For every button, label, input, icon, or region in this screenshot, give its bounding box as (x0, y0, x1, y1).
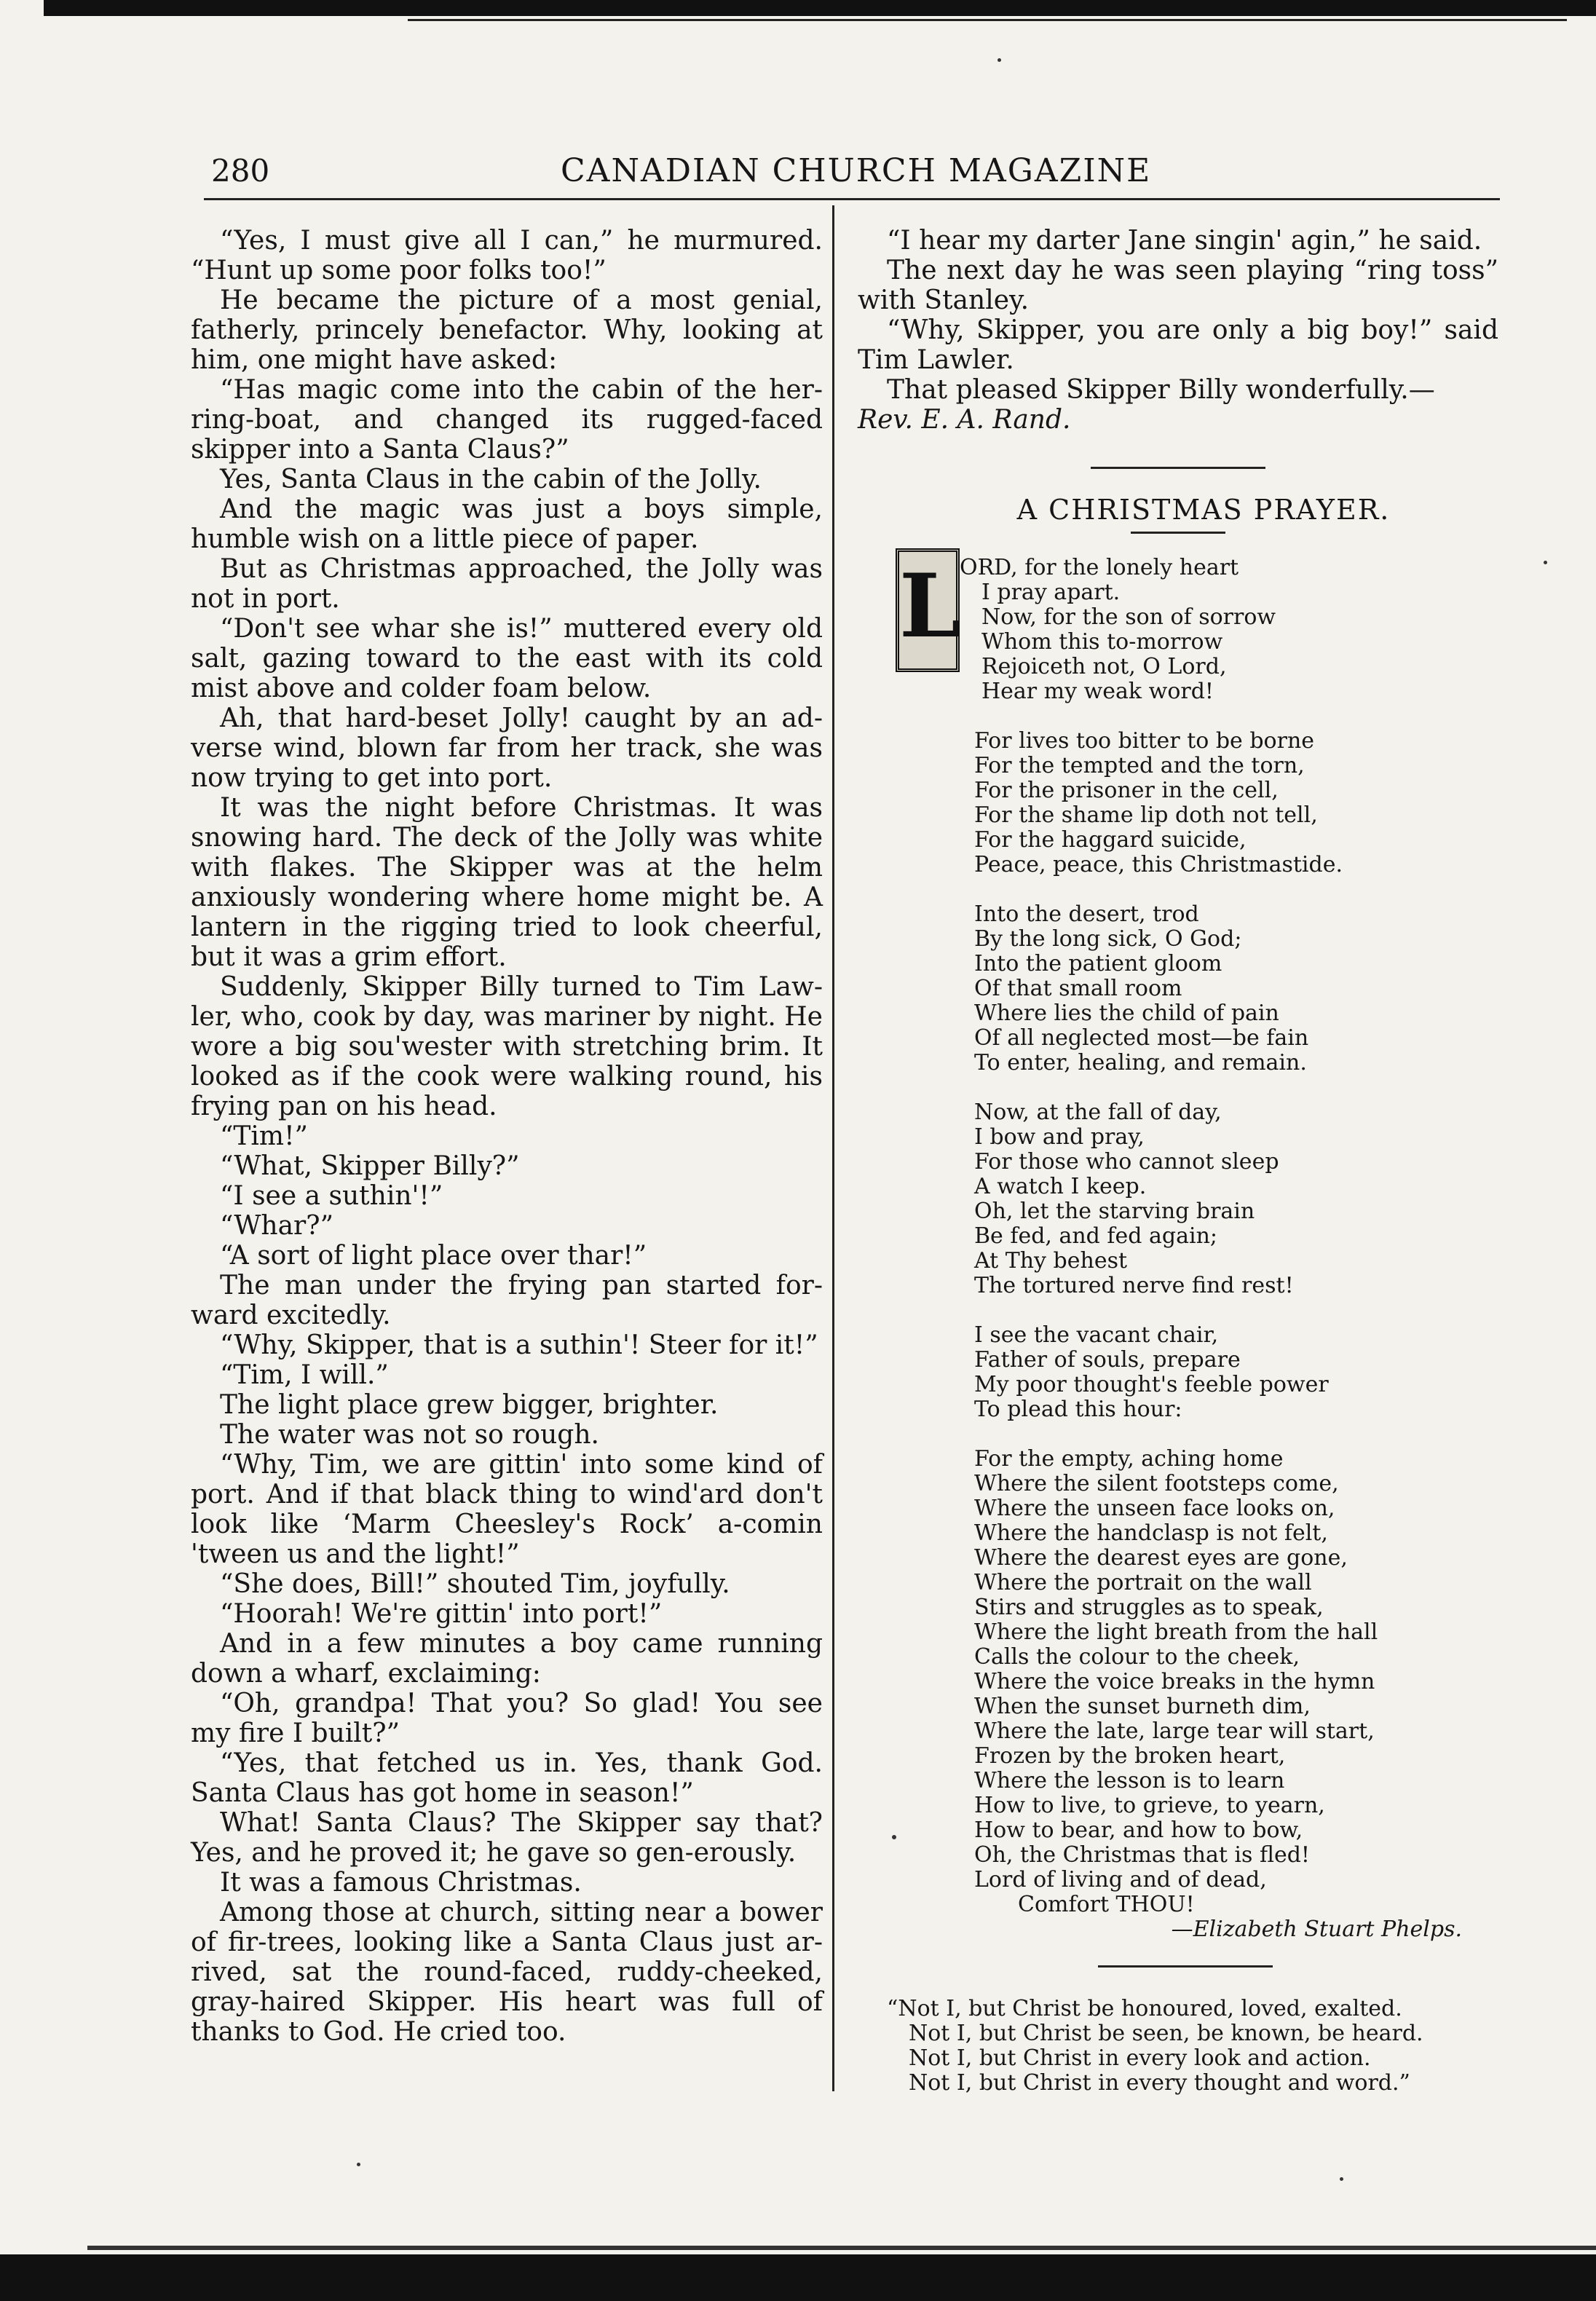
paragraph: Suddenly, Skipper Billy turned to Tim Law-ler, who, cook by day, was mariner by night. He wore a big sou'wester with stretching brim. It looked as if the cook were walking round, his frying pan on his head. (191, 972, 823, 1121)
poem-line: I pray apart. (981, 580, 1121, 605)
quote-line: “Not I, but Christ be honoured, loved, exalted. (887, 1996, 1402, 2021)
poem-opening-stanza (858, 556, 1498, 704)
poem-line: Rejoiceth not, O Lord, (981, 654, 1227, 679)
header-rule (204, 198, 1500, 200)
scan-edge-top (44, 0, 1596, 16)
poem-line: For the prisoner in the cell, (974, 778, 1279, 803)
paragraph: And the magic was just a boys simple, humble wish on a little piece of paper. (191, 494, 823, 554)
page-header (204, 146, 1500, 197)
poem-line: Where lies the child of pain (974, 1000, 1279, 1026)
poem-line: At Thy behest (974, 1248, 1128, 1274)
poem-line: For the shame lip doth not tell, (974, 802, 1318, 828)
scan-edge-line (87, 2246, 1596, 2250)
poem-line: Whom this to-morrow (981, 629, 1223, 655)
poem-line: Where the lesson is to learn (974, 1768, 1285, 1793)
left-column (191, 226, 823, 2047)
poem-stanza (858, 729, 1498, 877)
poem-line: To plead this hour: (974, 1397, 1182, 1422)
poem-line: I bow and pray, (974, 1124, 1145, 1150)
paragraph: But as Christmas approached, the Jolly was not in port. (191, 554, 823, 614)
paragraph: “Whar?” (220, 1211, 333, 1241)
poem-line: For lives too bitter to be borne (974, 728, 1315, 754)
quote-line: Not I, but Christ in every look and action. (909, 2045, 1371, 2071)
poem-line: By the long sick, O God; (974, 926, 1242, 952)
paragraph: “Why, Skipper, that is a suthin'! Steer for it!” (220, 1330, 818, 1360)
poem-line: The tortured nerve find rest! (974, 1273, 1294, 1298)
poem-line: How to bear, and how to bow, (974, 1817, 1303, 1843)
paragraph: The water was not so rough. (220, 1420, 599, 1450)
paragraph: “Why, Tim, we are gittin' into some kind of port. And if that black thing to wind'ard don't look like ‘Marm Cheesley's Rock’ a-comin 'tween us and the light!” (191, 1450, 823, 1569)
poem-line: ORD, for the lonely heart (960, 555, 1239, 580)
poem-line: Into the desert, trod (974, 901, 1199, 927)
poem-stanza (858, 902, 1498, 1075)
poem-line: Now, at the fall of day, (974, 1100, 1222, 1125)
poem-line: Of all neglected most—be fain (974, 1025, 1309, 1051)
paragraph: “Oh, grandpa! That you? So glad! You see my fire I built?” (191, 1689, 823, 1748)
paragraph: And in a few minutes a boy came running down a wharf, exclaiming: (191, 1629, 823, 1689)
paragraph: Ah, that hard-beset Jolly! caught by an ad-verse wind, blown far from her track, she was now trying to get into port. (191, 703, 823, 793)
story-signature: Rev. E. A. Rand. (858, 405, 1071, 435)
poem-line: Oh, let the starving brain (974, 1199, 1255, 1224)
poem-line: I see the vacant chair, (974, 1322, 1219, 1348)
quote-line: Not I, but Christ be seen, be known, be heard. (909, 2021, 1423, 2046)
poem-line: Oh, the Christmas that is fled! (974, 1842, 1310, 1868)
title-rule (1131, 532, 1225, 534)
page-number: 280 (211, 153, 270, 189)
poem-line: Stirs and struggles as to speak, (974, 1595, 1324, 1620)
paragraph: “I hear my darter Jane singin' agin,” he said. (887, 226, 1482, 256)
paragraph: Among those at church, sitting near a bower of fir-trees, looking like a Santa Claus just ar-rived, sat the round-faced, ruddy-cheeked, gray-haired Skipper. His heart was full of thanks to God. He cried too. (191, 1898, 823, 2047)
poem-line: When the sunset burneth dim, (974, 1694, 1311, 1719)
poem (858, 556, 1498, 1942)
drop-cap-initial (896, 548, 960, 672)
poem-line: Frozen by the broken heart, (974, 1743, 1286, 1769)
paragraph: The next day he was seen playing “ring toss” with Stanley. (858, 256, 1498, 315)
scan-speck (1340, 2177, 1343, 2181)
scan-speck (1544, 561, 1547, 564)
paragraph: Yes, Santa Claus in the cabin of the Jolly. (220, 465, 762, 494)
poem-line: Where the voice breaks in the hymn (974, 1669, 1375, 1694)
poem-line: Where the late, large tear will start, (974, 1718, 1375, 1744)
poem-stanza (858, 1323, 1498, 1422)
paragraph: “Yes, that fetched us in. Yes, thank God. Santa Claus has got home in season!” (191, 1748, 823, 1808)
scan-edge-line (408, 19, 1567, 21)
section-separator (1091, 467, 1265, 469)
poem-line: Now, for the son of sorrow (981, 604, 1276, 630)
column-divider (832, 205, 834, 2091)
poem-line: Peace, peace, this Christmastide. (974, 852, 1343, 877)
paragraph: He became the picture of a most genial, fatherly, princely benefactor. Why, looking at him, one might have asked: (191, 285, 823, 375)
paragraph: “Has magic come into the cabin of the her-ring-boat, and changed its rugged-faced skipper into a Santa Claus?” (191, 375, 823, 465)
right-column (858, 226, 1498, 2096)
poem-line: For the tempted and the torn, (974, 753, 1305, 778)
poem-line: Where the portrait on the wall (974, 1570, 1312, 1595)
poem-line: Where the silent footsteps come, (974, 1471, 1339, 1496)
poem-line: Comfort THOU! (1018, 1892, 1195, 1917)
poem-title: A CHRISTMAS PRAYER. (1016, 494, 1391, 526)
scan-speck (998, 58, 1001, 62)
poem-line: Where the unseen face looks on, (974, 1496, 1335, 1521)
paragraph: “A sort of light place over thar!” (220, 1241, 647, 1271)
paragraph: The light place grew bigger, brighter. (220, 1390, 719, 1420)
paragraph: “What, Skipper Billy?” (220, 1151, 520, 1181)
poem-line: Where the handclasp is not felt, (974, 1520, 1328, 1546)
poem-stanza (858, 1100, 1498, 1298)
paragraph: “Tim, I will.” (220, 1360, 389, 1390)
scan-speck (357, 2163, 360, 2166)
poem-line: For the haggard suicide, (974, 827, 1247, 853)
poem-line: Be fed, and fed again; (974, 1223, 1218, 1249)
closing-quote (858, 1997, 1498, 2096)
poem-line: Into the patient gloom (974, 951, 1222, 976)
poem-line: Of that small room (974, 976, 1182, 1001)
scan-speck (892, 1835, 896, 1839)
paragraph: The man under the frying pan started for-ward excitedly. (191, 1271, 823, 1330)
magazine-title: CANADIAN CHURCH MAGAZINE (561, 152, 1152, 189)
poem-line: For the empty, aching home (974, 1446, 1284, 1472)
paragraph: “Don't see whar she is!” muttered every old salt, gazing toward to the east with its cold mist above and colder foam below. (191, 614, 823, 703)
poem-stanza (858, 1447, 1498, 1917)
paragraph: “Hoorah! We're gittin' into port!” (220, 1599, 663, 1629)
paragraph: It was a famous Christmas. (220, 1868, 582, 1898)
paragraph: It was the night before Christmas. It was snowing hard. The deck of the Jolly was white with flakes. The Skipper was at the helm anxiously wondering where home might be. A lantern in the rigging tried to look cheerful, but it was a grim effort. (191, 793, 823, 972)
paragraph: “She does, Bill!” shouted Tim, joyfully. (220, 1569, 730, 1599)
paragraph: “Why, Skipper, you are only a big boy!” said Tim Lawler. (858, 315, 1498, 375)
poem-line: Lord of living and of dead, (974, 1867, 1267, 1892)
poem-line: A watch I keep. (974, 1174, 1147, 1199)
paragraph: What! Santa Claus? The Skipper say that? Yes, and he proved it; he gave so gen-erously. (191, 1808, 823, 1868)
poem-line: To enter, healing, and remain. (974, 1050, 1307, 1075)
section-separator (1098, 1965, 1273, 1968)
paragraph: That pleased Skipper Billy wonderfully.— (887, 375, 1435, 405)
scan-edge-bottom (0, 2254, 1596, 2301)
quote-line: Not I, but Christ in every thought and word.” (909, 2070, 1410, 2096)
paragraph: “I see a suthin'!” (220, 1181, 443, 1211)
poem-line: Hear my weak word! (981, 679, 1214, 704)
drop-cap-letter: L (899, 555, 961, 658)
poem-line: My poor thought's feeble power (974, 1372, 1329, 1397)
poem-line: Father of souls, prepare (974, 1347, 1241, 1373)
poem-author: —Elizabeth Stuart Phelps. (1171, 1917, 1462, 1942)
poem-line: For those who cannot sleep (974, 1149, 1279, 1175)
poem-line: Where the dearest eyes are gone, (974, 1545, 1348, 1571)
paragraph: “Tim!” (220, 1121, 308, 1151)
poem-line: Where the light breath from the hall (974, 1619, 1378, 1645)
paragraph: “Yes, I must give all I can,” he murmured. “Hunt up some poor folks too!” (191, 226, 823, 285)
story-ending (858, 226, 1498, 435)
poem-line: Calls the colour to the cheek, (974, 1644, 1300, 1670)
poem-line: How to live, to grieve, to yearn, (974, 1793, 1325, 1818)
